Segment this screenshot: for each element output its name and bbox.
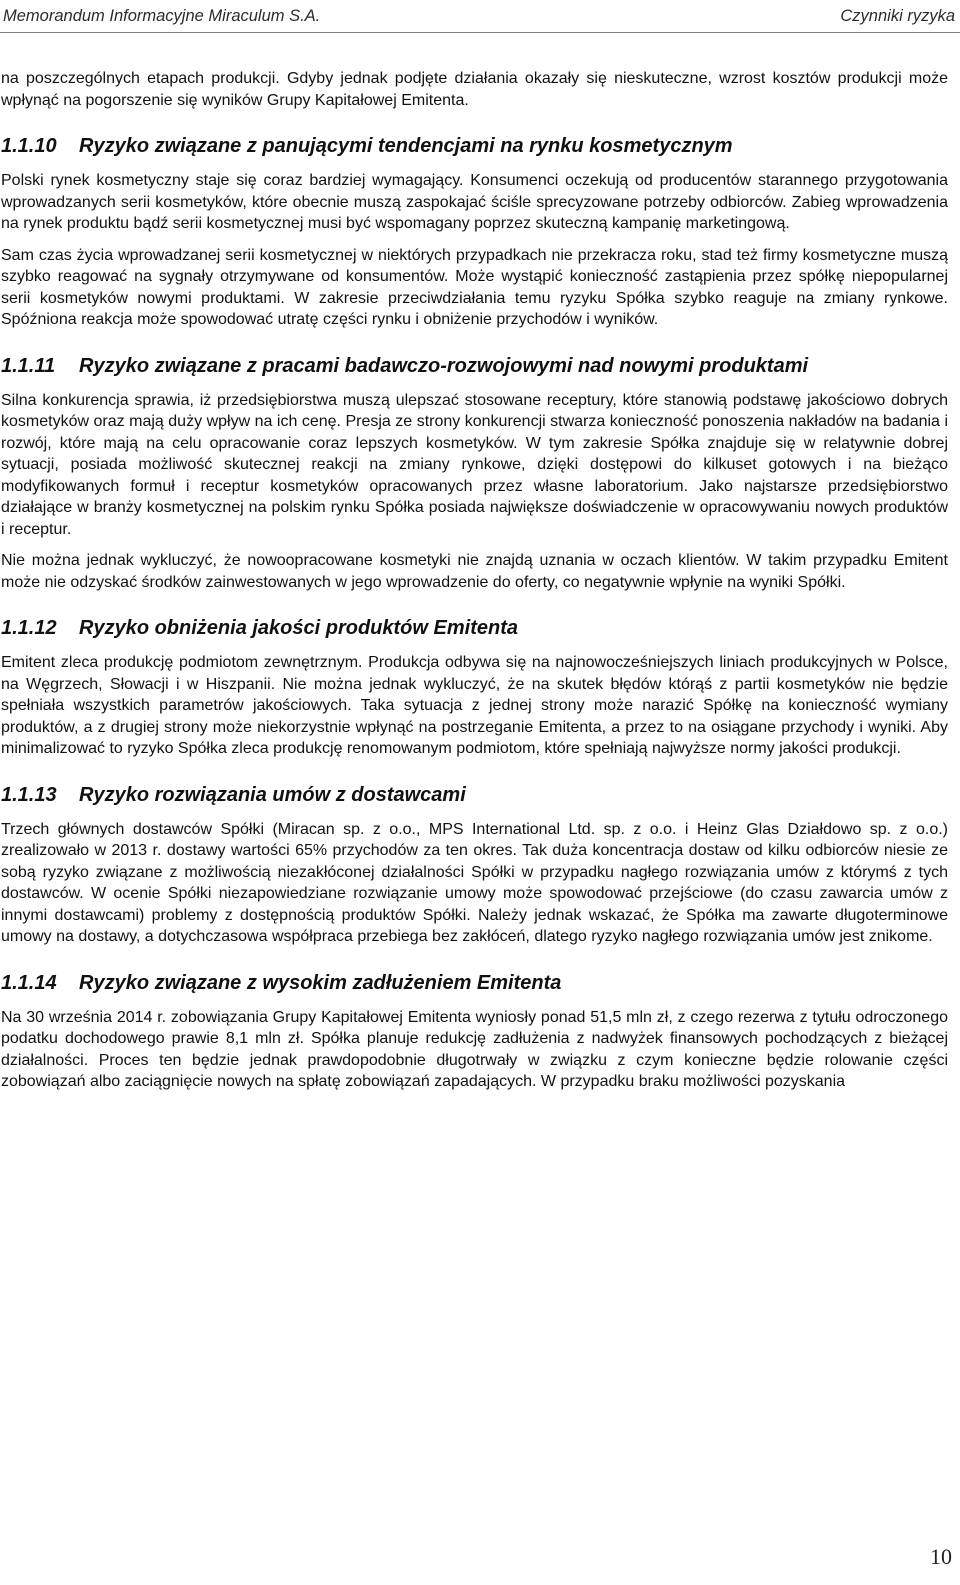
intro-paragraph: na poszczególnych etapach produkcji. Gdyby jednak podjęte działania okazały się nieskuteczne, wzrost kosztów produkcji może wpłynąć na pogorszenie się wyników Grupy Kapitałowej Emitenta. — [1, 70, 948, 109]
paragraph: Trzech głównych dostawców Spółki (Miracan sp. z o.o., MPS International Ltd. sp. z o.o. i Heinz Glas Działdowo sp. z o.o.) zrealizowało w 2013 r. dostawy wartości 65% przychodów za ten okres. Tak duża koncentracja dostaw od kilku odbiorców niesie ze sobą ryzyko związane z możliwością niezakłóconej działalności Spółki w przypadku nagłego rozwiązania umów z którymś z tych dostawców. W ocenie Spółki niezapowiedziane rozwiązanie umowy może spowodować przejściowe (do czasu zawarcia umów z innymi dostawcami) problemy z dostępnością produktów Spółki. Należy jednak wskazać, że Spółka ma zawarte długoterminowe umowy na dostawy, a dotychczasowa współpraca przebiega bez zakłóceń, dlatego ryzyko nagłego rozwiązania umów jest znikome. — [1, 820, 948, 945]
section-title: Ryzyko związane z pracami badawczo-rozwojowymi nad nowymi produktami — [79, 354, 809, 377]
paragraph: Na 30 września 2014 r. zobowiązania Grupy Kapitałowej Emitenta wyniosły ponad 51,5 mln zł, z czego rezerwa z tytułu odroczonego podatku dochodowego prawie 8,1 mln zł. Spółka planuje redukcję zadłużenia z nadwyżek finansowych pochodzących z bieżącej działalności. Proces ten będzie jednak prawdopodobnie długotrwały w związku z czym konieczne będzie rolowanie części zobowiązań albo zaciągnięcie nowych na spłatę zobowiązań zapadających. W przypadku braku możliwości pozyskania — [1, 1008, 948, 1090]
header-chapter-title: Czynniki ryzyka — [840, 7, 955, 25]
section-title: Ryzyko obniżenia jakości produktów Emitenta — [79, 617, 518, 639]
section-title: Ryzyko związane z wysokim zadłużeniem Emitenta — [79, 971, 562, 994]
paragraph: Polski rynek kosmetyczny staje się coraz bardziej wymagający. Konsumenci oczekują od producentów starannego przygotowania wprowadzanych serii kosmetyków, które obecnie muszą zaspokajać ściśle sprecyzowane potrzeby odbiorców. Zabieg wprowadzenia na rynek produktu bądź serii kosmetycznej musi być wspomagany poprzez skuteczną kampanię marketingową. — [1, 172, 948, 232]
section-heading-1-1-12 — [1, 615, 948, 641]
section-title: Ryzyko związane z panującymi tendencjami na rynku kosmetycznym — [79, 135, 733, 157]
section-number: 1.1.11 — [1, 354, 56, 377]
paragraph: Emitent zleca produkcję podmiotom zewnętrznym. Produkcja odbywa się na najnowocześniejszych liniach produkcyjnych w Polsce, na Węgrzech, Słowacji i w Hiszpanii. Nie można jednak wykluczyć, że na skutek błędów którąś z partii kosmetyków nie będzie spełniała wszystkich parametrów jakościowych. Taka sytuacja z jednej strony może narazić Spółkę na konieczność wymiany produktów, a z drugiej strony może niekorzystnie wpłynąć na postrzeganie Emitenta, a przez to na osiągane przychody i wyniki. Aby minimalizować to ryzyko Spółka zleca produkcję renomowanym podmiotom, które spełniają najwyższe normy jakości produkcji. — [1, 654, 948, 757]
section-number: 1.1.10 — [1, 135, 57, 157]
paragraph: Nie można jednak wykluczyć, że nowoopracowane kosmetyki nie znajdą uznania w oczach klientów. W takim przypadku Emitent może nie odzyskać środków zainwestowanych w jego wprowadzenie do oferty, co negatywnie wpłynie na wyniki Spółki. — [1, 552, 948, 591]
section-number: 1.1.14 — [1, 971, 57, 994]
section-heading-1-1-14 — [1, 970, 948, 996]
paragraph: Silna konkurencja sprawia, iż przedsiębiorstwa muszą ulepszać stosowane receptury, które stanowią podstawę jakościowo dobrych kosmetyków oraz mają duży wpływ na ich cenę. Presja ze strony konkurencji stwarza konieczność ponoszenia nakładów na badania i rozwój, które mają na celu opracowanie coraz lepszych kosmetyków. W tym zakresie Spółka znajduje się w relatywnie dobrej sytuacji, posiada możliwość skutecznej reakcji na zmiany rynkowe, dzięki dostępowi do kilkuset gotowych i na bieżąco modyfikowanych formuł i receptur kosmetyków opracowanych przez własne laboratorium. Jako najstarsze przedsiębiorstwo działające w branży kosmetycznej na polskim rynku Spółka posiada największe doświadczenie w opracowywaniu nowych produktów i receptur. — [1, 391, 948, 538]
section-number: 1.1.13 — [1, 783, 57, 806]
page-number: 10 — [930, 1544, 952, 1569]
section-title: Ryzyko rozwiązania umów z dostawcami — [79, 783, 466, 806]
header-rule — [0, 32, 960, 33]
section-number: 1.1.12 — [1, 617, 57, 639]
header-document-title: Memorandum Informacyjne Miraculum S.A. — [3, 7, 321, 25]
paragraph: Sam czas życia wprowadzanej serii kosmetycznej w niektórych przypadkach nie przekracza roku, stad też firmy kosmetyczne muszą szybko reagować na sygnały otrzymywane od konsumentów. Może wystąpić konieczność zastąpienia przez spółkę niepopularnej serii kosmetyków nowymi produktami. W zakresie przeciwdziałania temu ryzyku Spółka szybko reaguje na zmiany rynkowe. Spóźniona reakcja może spowodować utratę części rynku i obniżenie przychodów i wyników. — [1, 246, 948, 328]
section-heading-1-1-13 — [1, 782, 948, 808]
page-body — [1, 68, 948, 1093]
running-header — [0, 0, 960, 34]
section-heading-1-1-11 — [1, 353, 948, 379]
section-heading-1-1-10 — [1, 133, 948, 159]
